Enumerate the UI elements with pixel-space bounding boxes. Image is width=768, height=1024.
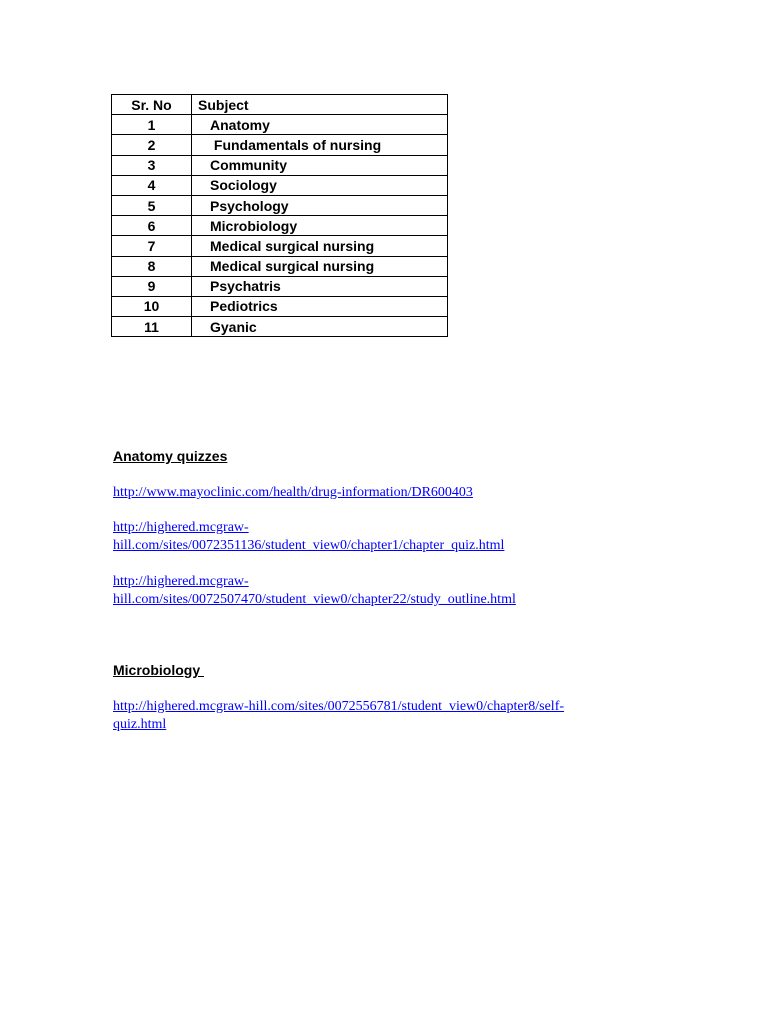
table-row bbox=[112, 317, 448, 337]
table-row bbox=[112, 195, 448, 215]
row-number: 6 bbox=[112, 216, 192, 236]
table-row bbox=[112, 296, 448, 316]
row-number: 3 bbox=[112, 155, 192, 175]
anatomy-study-outline-link[interactable]: http://highered.mcgraw-hill.com/sites/0072507470/student_view0/chapter22/study_outline.html bbox=[113, 574, 516, 607]
header-sr-no: Sr. No bbox=[112, 95, 192, 115]
row-number: 8 bbox=[112, 256, 192, 276]
row-number: 1 bbox=[112, 115, 192, 135]
row-subject: Medical surgical nursing bbox=[192, 256, 448, 276]
anatomy-chapter-quiz-link[interactable]: http://highered.mcgraw-hill.com/sites/0072351136/student_view0/chapter1/chapter_quiz.html bbox=[113, 520, 505, 553]
table-row bbox=[112, 115, 448, 135]
row-subject: Sociology bbox=[192, 175, 448, 195]
microbiology-heading: Microbiology bbox=[113, 662, 204, 678]
row-subject: Microbiology bbox=[192, 216, 448, 236]
row-number: 10 bbox=[112, 296, 192, 316]
table-row bbox=[112, 216, 448, 236]
row-subject: Anatomy bbox=[192, 115, 448, 135]
table-row bbox=[112, 276, 448, 296]
table-row bbox=[112, 256, 448, 276]
row-number: 9 bbox=[112, 276, 192, 296]
table-row bbox=[112, 155, 448, 175]
row-number: 4 bbox=[112, 175, 192, 195]
row-number: 7 bbox=[112, 236, 192, 256]
row-subject: Community bbox=[192, 155, 448, 175]
subjects-table bbox=[111, 94, 448, 337]
table-header-row bbox=[112, 95, 448, 115]
row-subject: Psychatris bbox=[192, 276, 448, 296]
row-subject: Psychology bbox=[192, 195, 448, 215]
mayoclinic-link[interactable]: http://www.mayoclinic.com/health/drug-information/DR600403 bbox=[113, 485, 473, 500]
row-number: 5 bbox=[112, 195, 192, 215]
row-subject: Medical surgical nursing bbox=[192, 236, 448, 256]
table-row bbox=[112, 236, 448, 256]
row-subject: Fundamentals of nursing bbox=[192, 135, 448, 155]
row-subject: Pediotrics bbox=[192, 296, 448, 316]
header-subject: Subject bbox=[192, 95, 448, 115]
row-number: 11 bbox=[112, 317, 192, 337]
table-row bbox=[112, 175, 448, 195]
row-subject: Gyanic bbox=[192, 317, 448, 337]
microbiology-self-quiz-link[interactable]: http://highered.mcgraw-hill.com/sites/0072556781/student_view0/chapter8/self-quiz.html bbox=[113, 699, 565, 732]
row-number: 2 bbox=[112, 135, 192, 155]
anatomy-quizzes-heading: Anatomy quizzes bbox=[113, 448, 228, 464]
table-row bbox=[112, 135, 448, 155]
